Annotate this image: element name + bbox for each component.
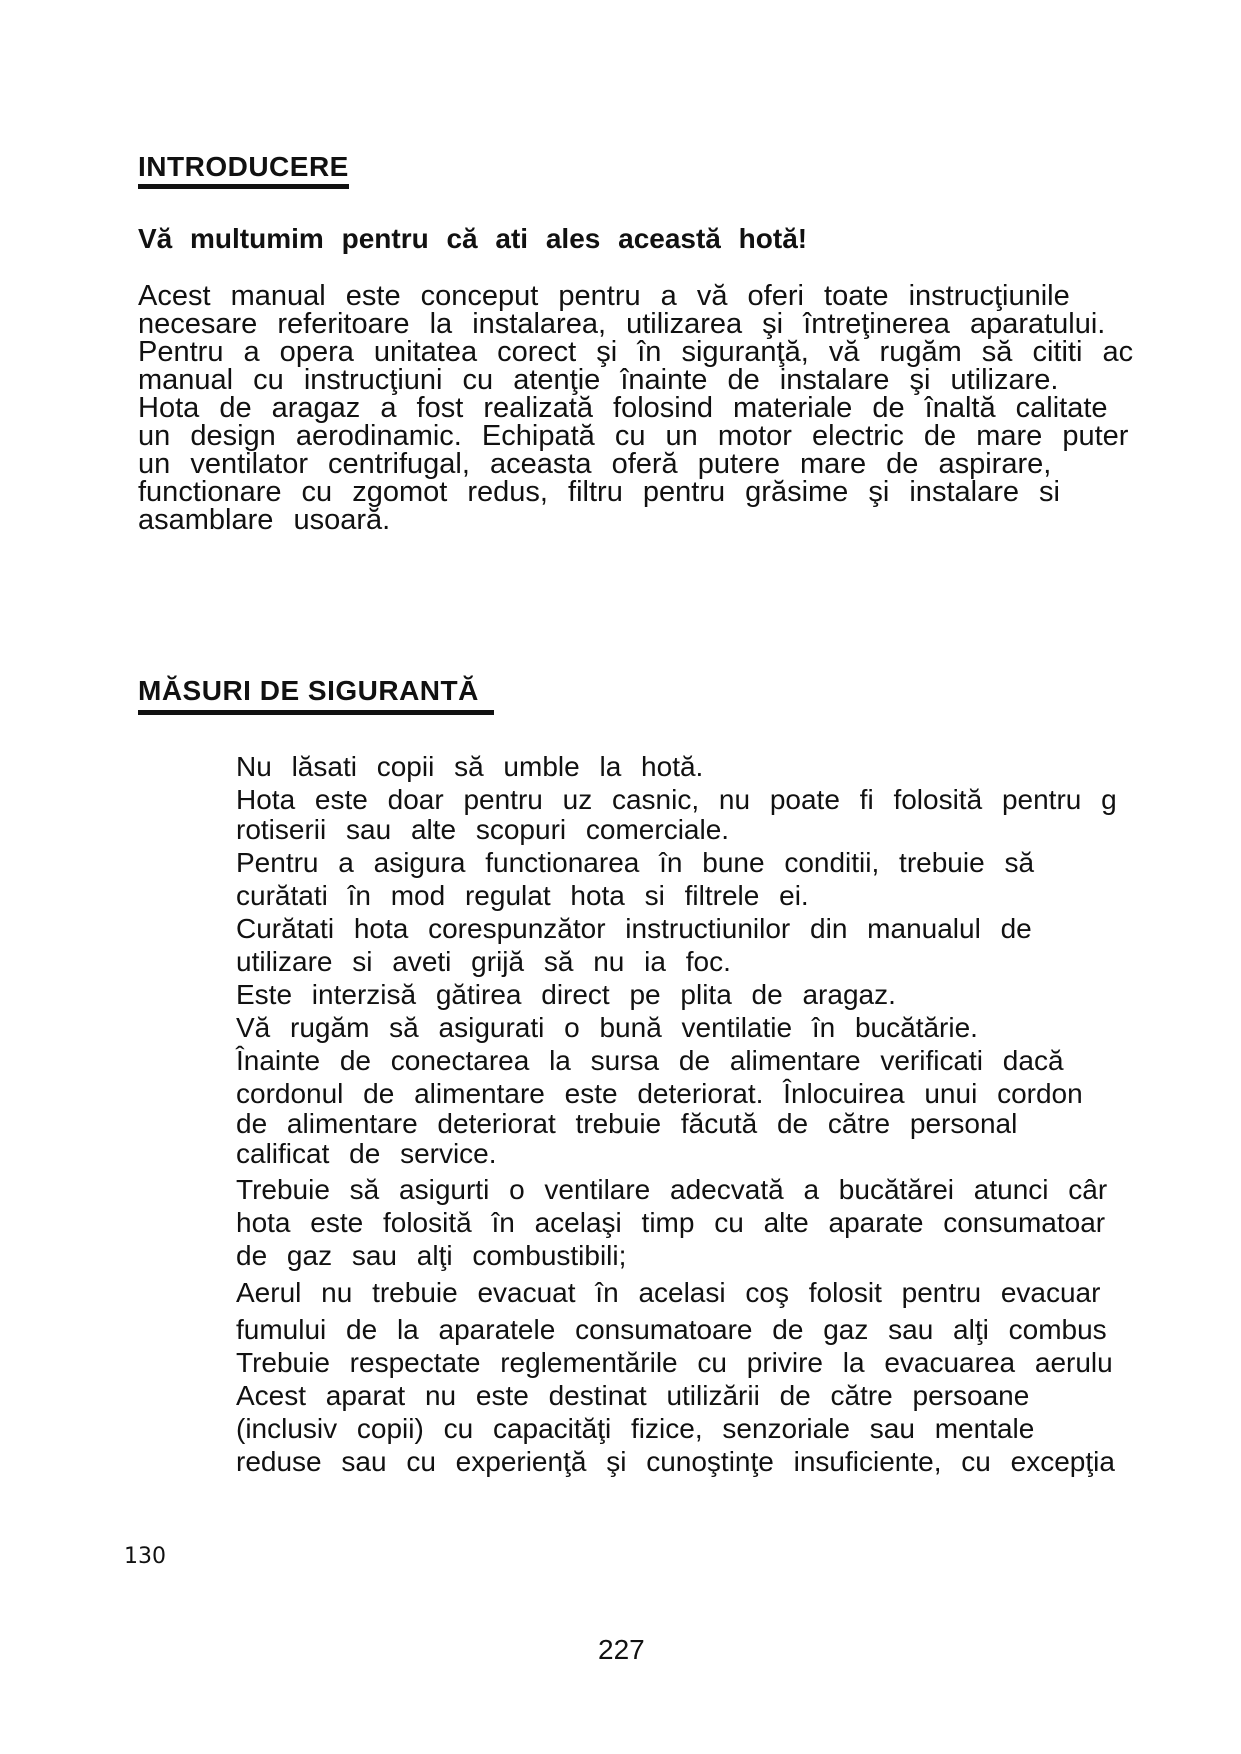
thanks-line: Vă multumim pentru că ati ales această hotă!: [138, 223, 808, 254]
intro-line: Acest manual este conceput pentru a vă oferi toate instrucţiunile: [138, 280, 1070, 312]
intro-line: manual cu instrucţiuni cu atenţie înainte de instalare şi utilizare.: [138, 364, 1059, 396]
safety-line: rotiserii sau alte scopuri comerciale.: [236, 814, 730, 845]
safety-line: de alimentare deteriorat trebuie făcută de către personal: [236, 1108, 1018, 1139]
safety-line: cordonul de alimentare este deteriorat. Înlocuirea unui cordon: [236, 1078, 1083, 1109]
intro-line: Hota de aragaz a fost realizată folosind materiale de înaltă calitate: [138, 392, 1108, 424]
safety-line: Înainte de conectarea la sursa de alimentare verificati dacă: [236, 1045, 1064, 1076]
intro-line: asamblare usoară.: [138, 504, 391, 536]
safety-line: hota este folosită în acelaşi timp cu alte aparate consumatoar: [236, 1207, 1106, 1238]
safety-line: reduse sau cu experienţă şi cunoştinţe insuficiente, cu excepţia: [236, 1446, 1115, 1477]
intro-heading: INTRODUCERE: [138, 150, 349, 189]
safety-heading: MĂSURI DE SIGURANTĂ: [138, 675, 479, 706]
safety-line: Este interzisă gătirea direct pe plita de aragaz.: [236, 979, 896, 1010]
side-page-number: 130: [124, 1544, 166, 1569]
safety-line: Aerul nu trebuie evacuat în acelasi coş folosit pentru evacuar: [236, 1277, 1101, 1308]
safety-line: (inclusiv copii) cu capacităţi fizice, senzoriale sau mentale: [236, 1413, 1035, 1444]
intro-paragraph: [138, 282, 1202, 534]
safety-list: [236, 750, 1202, 1478]
safety-line: Acest aparat nu este destinat utilizării de către persoane: [236, 1380, 1030, 1411]
safety-line: Vă rugăm să asigurati o bună ventilatie în bucătărie.: [236, 1012, 978, 1043]
safety-line: fumului de la aparatele consumatoare de gaz sau alţi combus: [236, 1314, 1107, 1345]
safety-line: Hota este doar pentru uz casnic, nu poate fi folosită pentru g: [236, 784, 1117, 815]
safety-line: curătati în mod regulat hota si filtrele ei.: [236, 880, 809, 911]
safety-line: utilizare si aveti grijă să nu ia foc.: [236, 946, 731, 977]
intro-line: Pentru a opera unitatea corect şi în siguranţă, vă rugăm să cititi ac: [138, 336, 1134, 368]
safety-heading-underline: [138, 710, 494, 715]
intro-line: un design aerodinamic. Echipată cu un motor electric de mare puter: [138, 420, 1129, 452]
safety-line: Trebuie să asigurti o ventilare adecvată a bucătărei atunci câr: [236, 1174, 1108, 1205]
safety-line: Curătati hota corespunzător instructiunilor din manualul de: [236, 913, 1032, 944]
safety-line: de gaz sau alţi combustibili;: [236, 1240, 627, 1271]
intro-line: functionare cu zgomot redus, filtru pentru grăsime şi instalare si: [138, 476, 1060, 508]
intro-line: necesare referitoare la instalarea, utilizarea şi întreţinerea aparatului.: [138, 308, 1106, 340]
safety-line: calificat de service.: [236, 1138, 497, 1169]
safety-line: Pentru a asigura functionarea în bune conditii, trebuie să: [236, 847, 1035, 878]
safety-line: Trebuie respectate reglementările cu privire la evacuarea aerulu: [236, 1347, 1113, 1378]
safety-line: Nu lăsati copii să umble la hotă.: [236, 751, 704, 782]
page-number: 227: [598, 1634, 645, 1665]
intro-line: un ventilator centrifugal, aceasta oferă putere mare de aspirare,: [138, 448, 1052, 480]
